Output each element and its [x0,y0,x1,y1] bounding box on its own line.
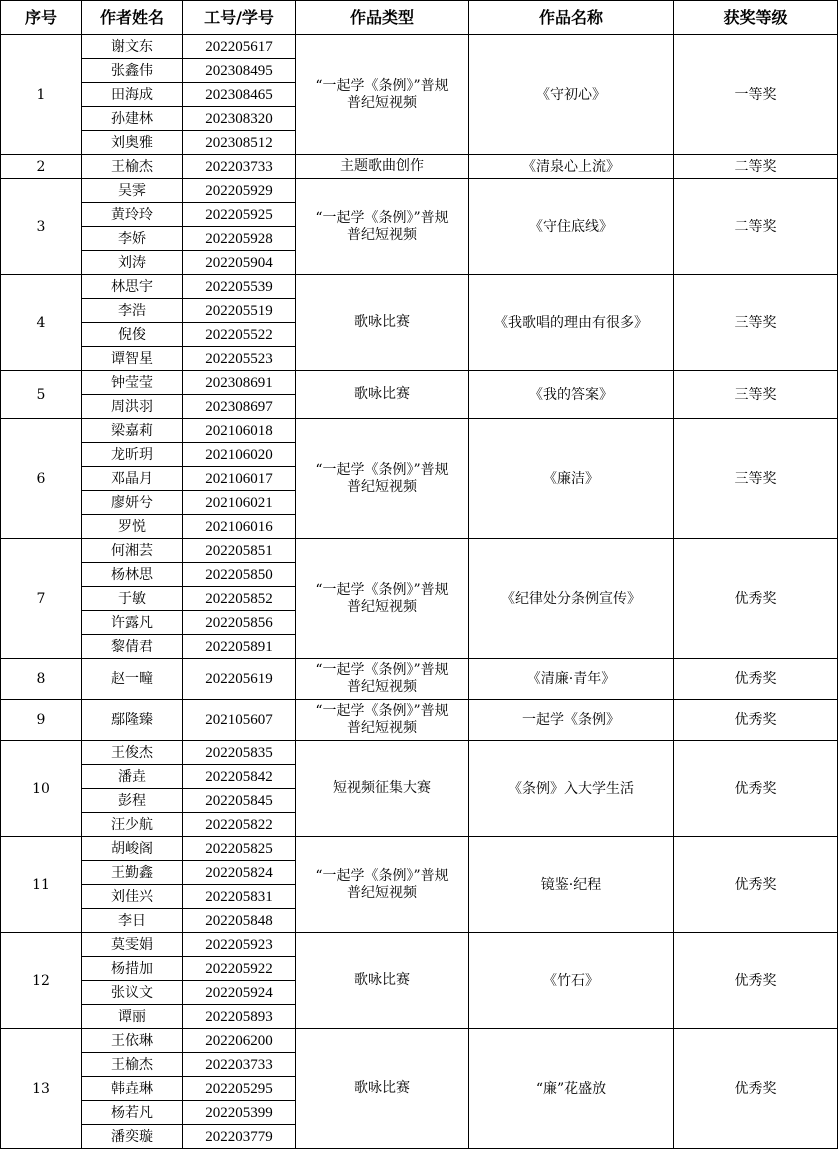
seq-cell: 11 [1,837,82,933]
work-title-cell: 《清泉心上流》 [469,155,674,179]
author-id-cell: 202106018 [183,419,296,443]
author-id-cell: 202205856 [183,611,296,635]
author-id-cell: 202205891 [183,635,296,659]
header-work-type: 作品类型 [296,1,469,35]
award-level-cell: 优秀奖 [674,933,838,1029]
author-name-cell: 谢文东 [82,35,183,59]
work-title-cell: 《守住底线》 [469,179,674,275]
work-type-cell: “一起学《条例》”普规普纪短视频 [296,179,469,275]
work-type-cell: 歌咏比赛 [296,371,469,419]
author-id-cell: 202106017 [183,467,296,491]
author-id-cell: 202308691 [183,371,296,395]
author-name-cell: 孙建林 [82,107,183,131]
work-type-cell: 歌咏比赛 [296,1029,469,1149]
work-title-cell: 《竹石》 [469,933,674,1029]
author-id-cell: 202203733 [183,1053,296,1077]
author-name-cell: 张鑫伟 [82,59,183,83]
work-title-cell: 《纪律处分条例宣传》 [469,539,674,659]
author-id-cell: 202308465 [183,83,296,107]
author-name-cell: 于敏 [82,587,183,611]
author-id-cell: 202206200 [183,1029,296,1053]
work-type-cell: “一起学《条例》”普规普纪短视频 [296,419,469,539]
author-id-cell: 202106021 [183,491,296,515]
table-row [1,837,838,861]
award-level-cell: 一等奖 [674,35,838,155]
award-level-cell: 三等奖 [674,275,838,371]
award-level-cell: 三等奖 [674,419,838,539]
author-name-cell: 廖妍兮 [82,491,183,515]
author-id-cell: 202205619 [183,659,296,700]
author-id-cell: 202308495 [183,59,296,83]
author-name-cell: 谭丽 [82,1005,183,1029]
seq-cell: 2 [1,155,82,179]
table-row [1,933,838,957]
seq-cell: 12 [1,933,82,1029]
work-type-cell: 短视频征集大赛 [296,741,469,837]
seq-cell: 8 [1,659,82,700]
seq-cell: 1 [1,35,82,155]
award-level-cell: 优秀奖 [674,837,838,933]
author-id-cell: 202205824 [183,861,296,885]
table-row [1,371,838,395]
work-title-cell: 《廉洁》 [469,419,674,539]
author-name-cell: 杨若凡 [82,1101,183,1125]
work-type-cell: “一起学《条例》”普规普纪短视频 [296,35,469,155]
author-id-cell: 202205893 [183,1005,296,1029]
author-name-cell: 谭智星 [82,347,183,371]
work-title-cell: “廉”花盛放 [469,1029,674,1149]
table-row [1,1029,838,1053]
author-id-cell: 202106016 [183,515,296,539]
author-id-cell: 202205522 [183,323,296,347]
author-name-cell: 鄢隆臻 [82,700,183,741]
author-name-cell: 罗悦 [82,515,183,539]
award-level-cell: 优秀奖 [674,659,838,700]
author-id-cell: 202205848 [183,909,296,933]
author-id-cell: 202205929 [183,179,296,203]
work-type-cell: “一起学《条例》”普规普纪短视频 [296,659,469,700]
header-work-title: 作品名称 [469,1,674,35]
author-name-cell: 吴霁 [82,179,183,203]
work-title-cell: 《清廉·青年》 [469,659,674,700]
author-id-cell: 202205539 [183,275,296,299]
table-row [1,35,838,59]
author-name-cell: 田海成 [82,83,183,107]
author-id-cell: 202205904 [183,251,296,275]
author-name-cell: 倪俊 [82,323,183,347]
work-type-cell: 歌咏比赛 [296,933,469,1029]
header-author-name: 作者姓名 [82,1,183,35]
work-title-cell: 《条例》入大学生活 [469,741,674,837]
author-id-cell: 202205822 [183,813,296,837]
author-id-cell: 202106020 [183,443,296,467]
seq-cell: 6 [1,419,82,539]
author-id-cell: 202205825 [183,837,296,861]
award-level-cell: 三等奖 [674,371,838,419]
work-type-cell: “一起学《条例》”普规普纪短视频 [296,700,469,741]
author-name-cell: 杨措加 [82,957,183,981]
work-title-cell: 《守初心》 [469,35,674,155]
author-name-cell: 许露凡 [82,611,183,635]
author-name-cell: 邓晶月 [82,467,183,491]
author-id-cell: 202203779 [183,1125,296,1149]
seq-cell: 10 [1,741,82,837]
author-name-cell: 潘奕璇 [82,1125,183,1149]
author-id-cell: 202205519 [183,299,296,323]
author-name-cell: 龙昕玥 [82,443,183,467]
header-row [1,1,838,35]
author-name-cell: 刘佳兴 [82,885,183,909]
author-id-cell: 202205842 [183,765,296,789]
author-id-cell: 202205851 [183,539,296,563]
author-name-cell: 钟莹莹 [82,371,183,395]
work-title-cell: 《我的答案》 [469,371,674,419]
author-name-cell: 王俊杰 [82,741,183,765]
table-body [1,35,838,1149]
award-level-cell: 二等奖 [674,155,838,179]
author-name-cell: 王榆杰 [82,1053,183,1077]
award-level-cell: 优秀奖 [674,741,838,837]
work-title-cell: 一起学《条例》 [469,700,674,741]
author-id-cell: 202205850 [183,563,296,587]
author-name-cell: 何湘芸 [82,539,183,563]
seq-cell: 4 [1,275,82,371]
seq-cell: 5 [1,371,82,419]
author-id-cell: 202205617 [183,35,296,59]
author-name-cell: 周洪羽 [82,395,183,419]
table-row [1,419,838,443]
seq-cell: 3 [1,179,82,275]
author-name-cell: 彭程 [82,789,183,813]
author-name-cell: 李浩 [82,299,183,323]
author-id-cell: 202205845 [183,789,296,813]
author-name-cell: 王依琳 [82,1029,183,1053]
author-id-cell: 202308320 [183,107,296,131]
author-name-cell: 林思宇 [82,275,183,299]
author-id-cell: 202308512 [183,131,296,155]
author-name-cell: 刘涛 [82,251,183,275]
table-row [1,179,838,203]
author-id-cell: 202205923 [183,933,296,957]
author-id-cell: 202205295 [183,1077,296,1101]
header-id: 工号/学号 [183,1,296,35]
author-id-cell: 202205835 [183,741,296,765]
table-row [1,700,838,741]
header-award-level: 获奖等级 [674,1,838,35]
work-title-cell: 镜鉴·纪程 [469,837,674,933]
work-title-cell: 《我歌唱的理由有很多》 [469,275,674,371]
author-id-cell: 202205852 [183,587,296,611]
author-name-cell: 韩垚琳 [82,1077,183,1101]
author-name-cell: 杨林思 [82,563,183,587]
seq-cell: 13 [1,1029,82,1149]
table-row [1,741,838,765]
author-id-cell: 202205924 [183,981,296,1005]
author-name-cell: 胡峻阁 [82,837,183,861]
award-level-cell: 优秀奖 [674,1029,838,1149]
work-type-cell: “一起学《条例》”普规普纪短视频 [296,837,469,933]
author-id-cell: 202205922 [183,957,296,981]
author-id-cell: 202205831 [183,885,296,909]
work-type-cell: 歌咏比赛 [296,275,469,371]
author-name-cell: 潘垚 [82,765,183,789]
author-id-cell: 202105607 [183,700,296,741]
author-id-cell: 202205523 [183,347,296,371]
author-id-cell: 202308697 [183,395,296,419]
work-type-cell: “一起学《条例》”普规普纪短视频 [296,539,469,659]
author-name-cell: 梁嘉莉 [82,419,183,443]
author-name-cell: 王榆杰 [82,155,183,179]
author-name-cell: 黄玲玲 [82,203,183,227]
seq-cell: 9 [1,700,82,741]
table-row [1,539,838,563]
table-row [1,659,838,700]
award-level-cell: 二等奖 [674,179,838,275]
award-level-cell: 优秀奖 [674,700,838,741]
author-name-cell: 张议文 [82,981,183,1005]
award-level-cell: 优秀奖 [674,539,838,659]
author-name-cell: 李日 [82,909,183,933]
author-name-cell: 莫雯娟 [82,933,183,957]
author-name-cell: 汪少航 [82,813,183,837]
author-name-cell: 李娇 [82,227,183,251]
table-row [1,275,838,299]
author-id-cell: 202203733 [183,155,296,179]
table-row [1,155,838,179]
header-seq: 序号 [1,1,82,35]
seq-cell: 7 [1,539,82,659]
work-type-cell: 主题歌曲创作 [296,155,469,179]
author-name-cell: 黎倩君 [82,635,183,659]
author-id-cell: 202205928 [183,227,296,251]
author-name-cell: 刘奥雅 [82,131,183,155]
author-id-cell: 202205399 [183,1101,296,1125]
author-name-cell: 赵一疃 [82,659,183,700]
author-name-cell: 王勤鑫 [82,861,183,885]
author-id-cell: 202205925 [183,203,296,227]
